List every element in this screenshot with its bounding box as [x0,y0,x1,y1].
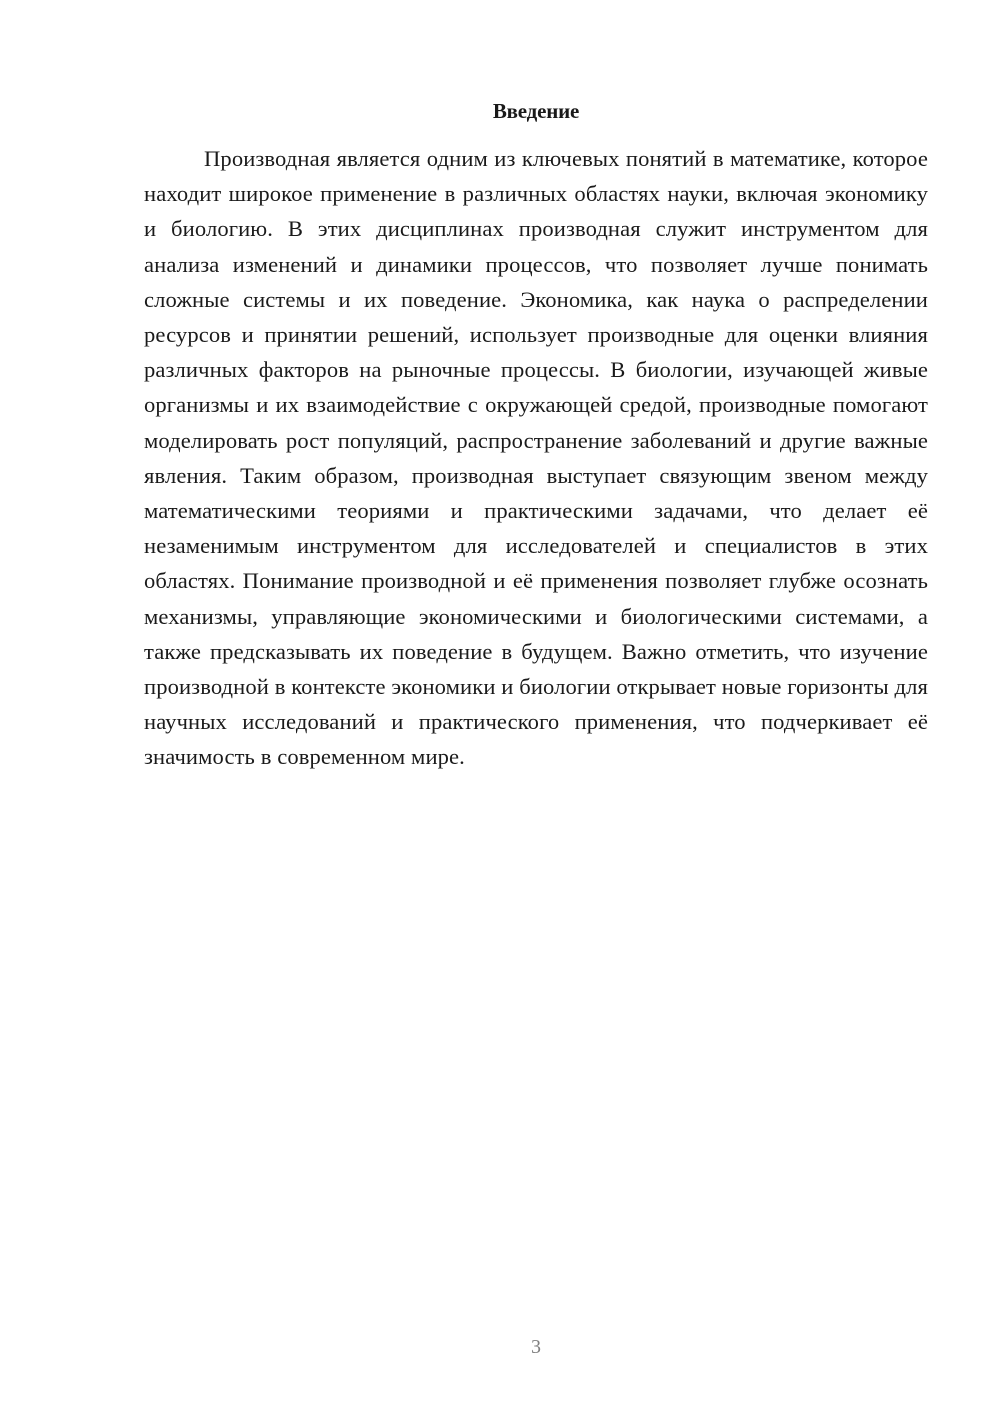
section-heading: Введение [492,99,580,123]
page-number: 3 [531,1336,541,1358]
body-paragraph: Производная является одним из ключевых понятий в математике, которое находит широкое применение в различных областях науки, включая экономику и биологию. В этих дисциплинах производная служит инструментом для анализа изменений и динамики процессов, что позволяет лучше понимать сложные системы и их поведение. Экономика, как наука о распределении ресурсов и принятии решений, использует производные для оценки влияния различных факторов на рыночные процессы. В биологии, изучающей живые организмы и их взаимодействие с окружающей средой, производные помогают моделировать рост популяций, распространение заболеваний и другие важные явления. Таким образом, производная выступает связующим звеном между математическими теориями и практическими задачами, что делает её незаменимым инструментом для исследователей и специалистов в этих областях. Понимание производной и её применения позволяет глубже осознать механизмы, управляющие экономическими и биологическими системами, а также предсказывать их поведение в будущем. Важно отметить, что изучение производной в контексте экономики и биологии открывает новые горизонты для научных исследований и практического применения, что подчеркивает её значимость в современном мире. [144,146,928,770]
